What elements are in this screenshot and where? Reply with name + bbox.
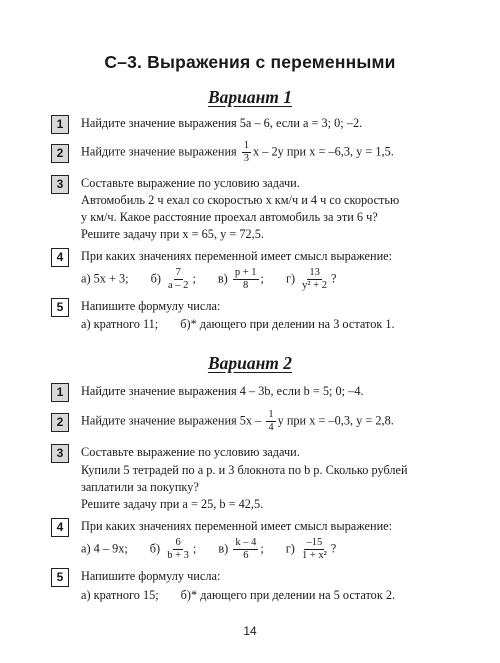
task-text: Найдите значение выражения 4 – 3b, если b = 5; 0; –4. — [81, 384, 364, 398]
punct: ? — [330, 271, 337, 286]
task-options — [81, 267, 336, 292]
option-b-label: б) — [149, 541, 161, 556]
numerator: 1 — [243, 140, 250, 151]
punct: ; — [260, 541, 264, 556]
option-b: б)* дающего при делении на 5 остаток 2. — [180, 588, 396, 602]
task-text: Решите задачу при x = 65, y = 72,5. — [81, 227, 264, 241]
task-text: При каких значениях переменной имеет смысл выражение: — [81, 249, 393, 263]
option-a: а) 4 – 9x; — [81, 541, 128, 556]
task-number: 4 — [51, 248, 69, 267]
denominator: 1 + x² — [301, 550, 327, 561]
task-text: Составьте выражение по условию задачи. — [81, 176, 300, 190]
option-d-label: г) — [285, 271, 296, 286]
task-number: 5 — [51, 298, 69, 317]
task-options — [81, 537, 336, 562]
fraction — [242, 140, 251, 165]
denominator: b + 3 — [167, 550, 189, 561]
task-number: 3 — [51, 444, 69, 463]
numerator: –15 — [306, 537, 323, 548]
fraction — [300, 537, 329, 562]
task-text — [81, 140, 394, 165]
numerator: 1 — [268, 409, 274, 420]
option-a: а) кратного 11; — [81, 317, 159, 331]
task-text: При каких значениях переменной имеет смысл выражение: — [81, 519, 393, 533]
task-number: 5 — [51, 568, 69, 587]
variant-2-heading: Вариант 2 — [207, 353, 293, 373]
numerator: p + 1 — [234, 267, 257, 278]
option-d-label: г) — [285, 541, 295, 556]
punct: ; — [192, 271, 196, 286]
task-text-part: y при x = –0,3, y = 2,8. — [277, 413, 394, 428]
denominator: 3 — [243, 153, 250, 164]
task-text: заплатили за покупку? — [81, 480, 199, 494]
fraction — [233, 267, 259, 292]
task-number: 4 — [51, 518, 69, 537]
task-text-part: Найдите значение выражения 5x – — [81, 413, 262, 428]
numerator: 7 — [175, 267, 181, 278]
task-options — [81, 588, 395, 603]
task-text: Автомобиль 2 ч ехал со скоростью x км/ч и 4 ч со скоростью — [81, 193, 400, 207]
fraction — [165, 537, 191, 562]
page-title: С–3. Выражения с переменными — [104, 52, 396, 72]
task-text: Напишите формулу числа: — [81, 569, 221, 583]
punct: ? — [330, 541, 337, 556]
task-number: 2 — [51, 144, 69, 163]
denominator: a – 2 — [168, 280, 189, 291]
variant-1-heading: Вариант 1 — [207, 87, 293, 107]
task-text: Купили 5 тетрадей по a р. и 3 блокнота по b р. Сколько рублей — [81, 463, 408, 477]
page-number: 14 — [243, 624, 257, 638]
task-number: 1 — [51, 383, 69, 402]
option-b-label: б) — [150, 271, 161, 286]
task-text — [81, 409, 394, 434]
denominator: 6 — [243, 550, 249, 561]
denominator: 8 — [243, 280, 249, 291]
fraction — [266, 409, 275, 434]
task-options — [81, 317, 395, 332]
option-a: а) кратного 15; — [81, 588, 159, 602]
fraction — [233, 537, 258, 562]
task-text: Напишите формулу числа: — [81, 299, 221, 313]
task-text: Найдите значение выражения 5a – 6, если a = 3; 0; –2. — [81, 116, 363, 130]
punct: ; — [260, 271, 264, 286]
task-text: y км/ч. Какое расстояние проехал автомобиль за эти 6 ч? — [81, 210, 378, 224]
task-number: 2 — [51, 413, 69, 432]
task-text-part: Найдите значение выражения — [81, 144, 237, 159]
option-c-label: в) — [217, 271, 228, 286]
fraction — [166, 267, 190, 292]
numerator: 13 — [309, 267, 320, 278]
denominator: y² + 2 — [302, 280, 327, 291]
punct: ; — [192, 541, 197, 556]
option-b: б)* дающего при делении на 3 остаток 1. — [180, 317, 395, 331]
denominator: 4 — [268, 422, 274, 433]
option-c-label: в) — [218, 541, 229, 556]
fraction — [300, 267, 329, 292]
task-text: Решите задачу при a = 25, b = 42,5. — [81, 497, 264, 511]
numerator: k – 4 — [235, 537, 257, 548]
numerator: 6 — [175, 537, 181, 548]
task-number: 3 — [51, 175, 69, 194]
task-text-part: x – 2y при x = –6,3, y = 1,5. — [253, 144, 394, 159]
task-text: Составьте выражение по условию задачи. — [81, 445, 300, 459]
task-number: 1 — [51, 115, 69, 134]
option-a: а) 5x + 3; — [81, 271, 129, 286]
